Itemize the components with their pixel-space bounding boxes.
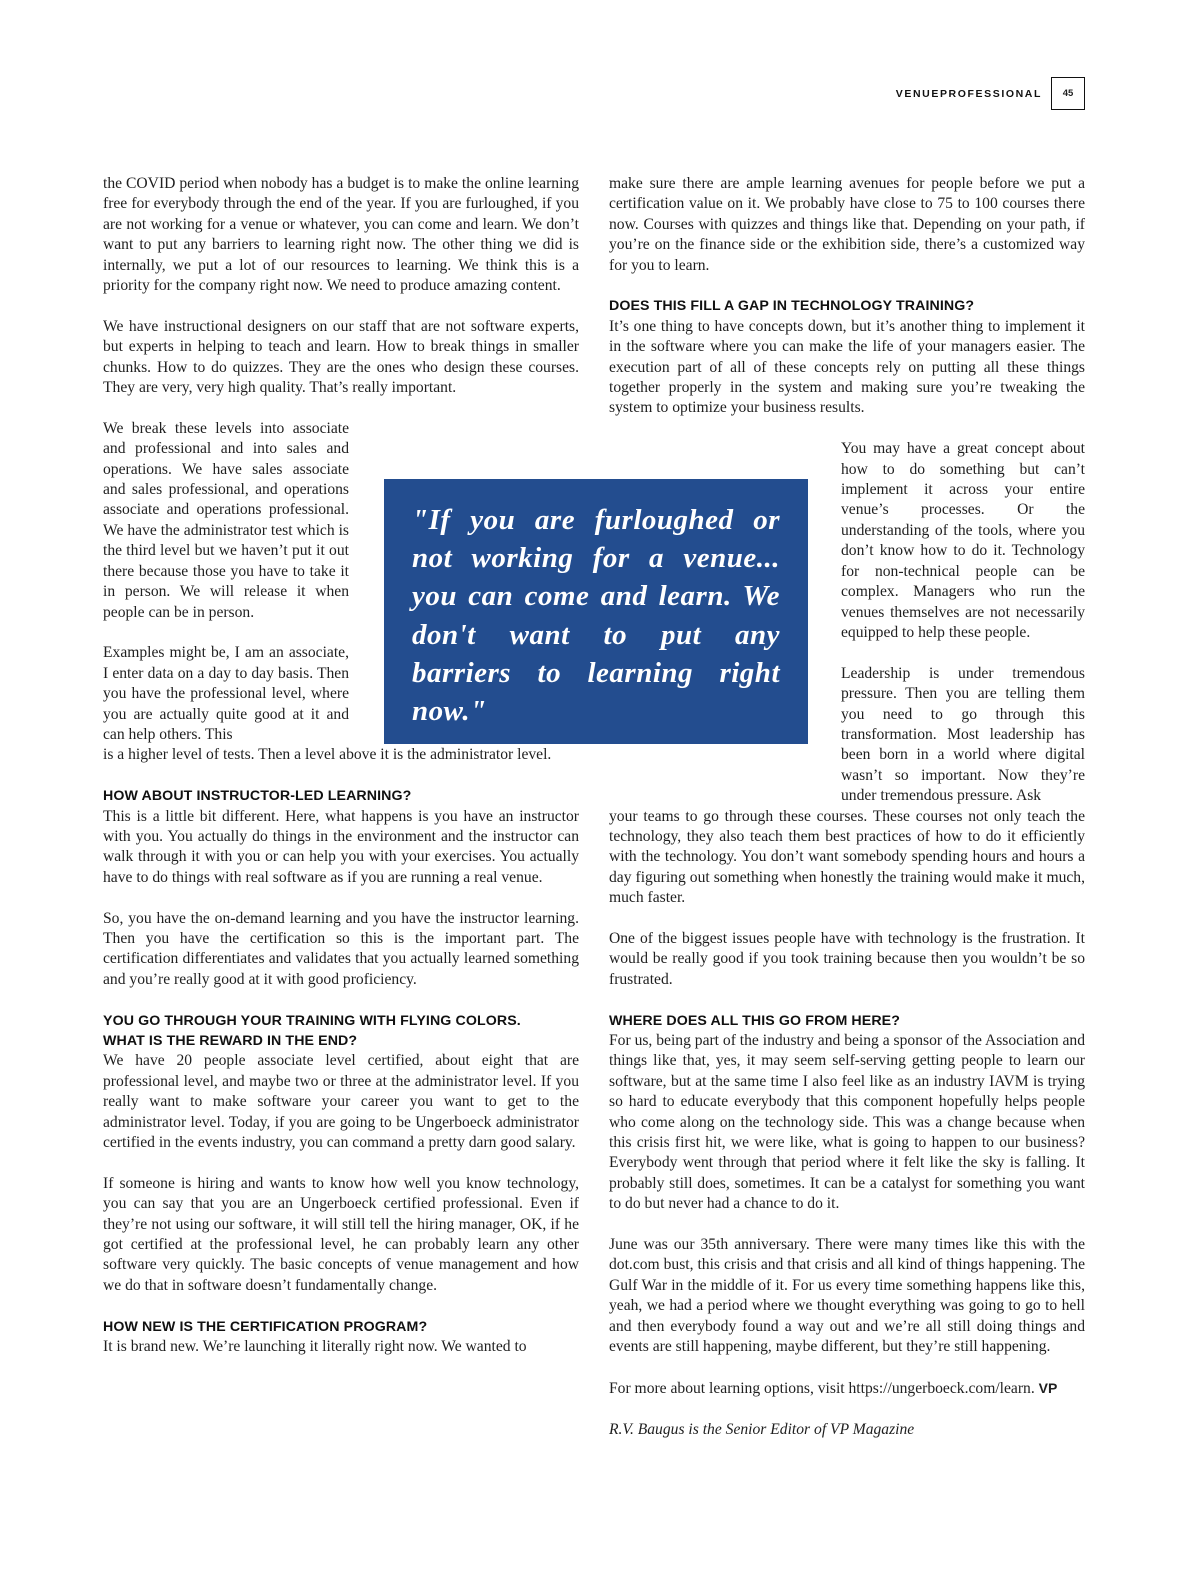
heading-certification-program: HOW NEW IS THE CERTIFICATION PROGRAM? <box>103 1318 428 1335</box>
right-paragraph-1: make sure there are ample learning avenues for people before we put a certification value on it. We probably have close to 75 to 100 courses there now. Courses with quizzes and things like that. Depending on your path, if you’re on the finance side or the exhibition side, there’s a customized way for you to learn. <box>609 175 1085 274</box>
right-paragraph-6: For us, being part of the industry and being a sponsor of the Association and things like that, yes, it may seem self-serving getting people to learn our software, but at the same time I also feel like as an industry IAVM is trying so hard to educate everybody that this component hopefully helps people who come along on the technology side. This was a change because when this crisis first hit, we were like, what is going to happen to our business? Everybody went through that period where it felt like the sky is falling. It probably still does, sometimes. It can be a catalyst for something you want to do but never had a chance to do it. <box>609 1031 1085 1213</box>
left-paragraph-7: We have 20 people associate level certified, about eight that are professional level, and maybe two or three at the administrator level. If you really want to make software your career you want to get to the administrator level. Today, if you are going to be Ungerboeck administrator certified in the events industry, you can command a pretty darn good salary. <box>103 1052 579 1151</box>
brand-bold: VENUE <box>895 87 940 100</box>
learning-link-text: For more about learning options, visit https://ungerboeck.com/learn. <box>609 1379 1035 1397</box>
right-column <box>609 174 1085 1440</box>
left-paragraph-4-end: is a higher level of tests. Then a level above it is the administrator level. <box>103 746 552 764</box>
pull-quote-text: "If you are furloughed or not working for a venue... you can come and learn. We don't want to put any barriers to learning right now." <box>412 504 780 728</box>
vp-end-mark: VP <box>1038 1379 1058 1396</box>
left-paragraph-2: We have instructional designers on our staff that are not software experts, but experts in helping to teach and learn. How to break things in smaller chunks. How to do quizzes. They are the ones who design these courses. They are very, very high quality. That’s really important. <box>103 317 579 397</box>
right-paragraph-7: June was our 35th anniversary. There were many times like this with the dot.com bust, this crisis and that crisis and all kind of things happening. The Gulf War in the middle of it. For us every time something happens like this, yeah, we had a period where we thought everything was going to go to hell and then everybody found a way out and we’re all still doing things and events are still happening, maybe different, but they’re still happening. <box>609 1236 1085 1356</box>
brand-rest: PROFESSIONAL <box>939 87 1042 100</box>
page-header <box>896 77 1085 110</box>
heading-technology-gap: DOES THIS FILL A GAP IN TECHNOLOGY TRAINING? <box>609 298 975 315</box>
heading-where-from-here: WHERE DOES ALL THIS GO FROM HERE? <box>609 1012 900 1029</box>
heading-instructor-led: HOW ABOUT INSTRUCTOR-LED LEARNING? <box>103 788 412 805</box>
author-credit: R.V. Baugus is the Senior Editor of VP Magazine <box>609 1420 915 1438</box>
left-paragraph-1: the COVID period when nobody has a budget is to make the online learning free for everybody through the end of the year. If you are furloughed, if you are not working for a venue or whatever, you can come and learn. We don’t want to put any barriers to learning right now. The other thing we did is internally, we put a lot of our resources to learning. We think this is a priority for the company right now. We need to produce amazing content. <box>103 175 579 295</box>
left-paragraph-6: So, you have the on-demand learning and you have the instructor learning. Then you have the certification so this is the important part. The certification differentiates and validates that you actually learned something and you’re really good at it with good proficiency. <box>103 909 579 988</box>
left-narrow-block <box>103 419 349 745</box>
right-paragraph-3: You may have a great concept about how to do something but can’t implement it across your entire venue’s processes. Or the understanding of the tools, where you don’t know how to do it. Technology for non-technical people can be complex. Managers who run the venues themselves are not necessarily equipped to help these people. <box>841 440 1085 641</box>
left-column <box>103 174 579 1357</box>
left-paragraph-4-start: Examples might be, I am an associate, I enter data on a day to day basis. Then you have the professional level, where you are actually quite good at it and can help others. This <box>103 644 349 743</box>
left-paragraph-9: It is brand new. We’re launching it literally right now. We wanted to <box>103 1338 527 1356</box>
heading-reward-line-2: WHAT IS THE REWARD IN THE END? <box>103 1032 358 1049</box>
pull-quote-box <box>384 479 808 744</box>
left-paragraph-5: This is a little bit different. Here, what happens is you have an instructor with you. You actually do things in the environment and the instructor can walk through it with you or can help you with your exercises. You actually have to do things with real software as if you are running a real venue. <box>103 807 579 886</box>
left-paragraph-8: If someone is hiring and wants to know how well you know technology, you can say that you are an Ungerboeck certified professional. Even if they’re not using our software, it will still tell the hiring manager, OK, if he got certified at the professional level, he can probably learn any other software very quickly. The basic concepts of venue management and how we do that in software doesn’t fundamentally change. <box>103 1174 579 1294</box>
left-paragraph-3: We break these levels into associate and professional and into sales and operations. We have sales associate and sales professional, and operations associate and operations professional. We have the administrator test which is the third level but we haven’t put it out there because those you have to take it in person. We will release it when people can be in person. <box>103 419 349 621</box>
heading-reward-line-1: YOU GO THROUGH YOUR TRAINING WITH FLYING COLORS. <box>103 1012 521 1029</box>
right-paragraph-4-end: your teams to go through these courses. These courses not only teach the technology, they also teach them best practices of how to do it efficiently with the technology. You don’t want somebody spending hours and hours a day figuring out something when honestly the training would make it much, much faster. <box>609 807 1085 907</box>
right-paragraph-8 <box>609 1378 1085 1399</box>
right-paragraph-2: It’s one thing to have concepts down, but it’s another thing to implement it in the software where you can make the life of your managers easier. The execution part of all of these concepts rely on putting all these things together properly in the system and making sure you’re tweaking the system to optimize your business results. <box>609 317 1085 417</box>
page-number: 45 <box>1051 77 1085 110</box>
right-paragraph-5: One of the biggest issues people have with technology is the frustration. It would be really good if you took training because then you wouldn’t be so frustrated. <box>609 929 1085 988</box>
right-paragraph-4-start: Leadership is under tremendous pressure. Then you are telling them you need to go through this transformation. Most leadership has been born in a world where digital wasn’t so important. Now they’re under tremendous pressure. Ask <box>841 664 1085 805</box>
right-narrow-block <box>841 439 1085 806</box>
magazine-brand <box>896 88 1042 100</box>
